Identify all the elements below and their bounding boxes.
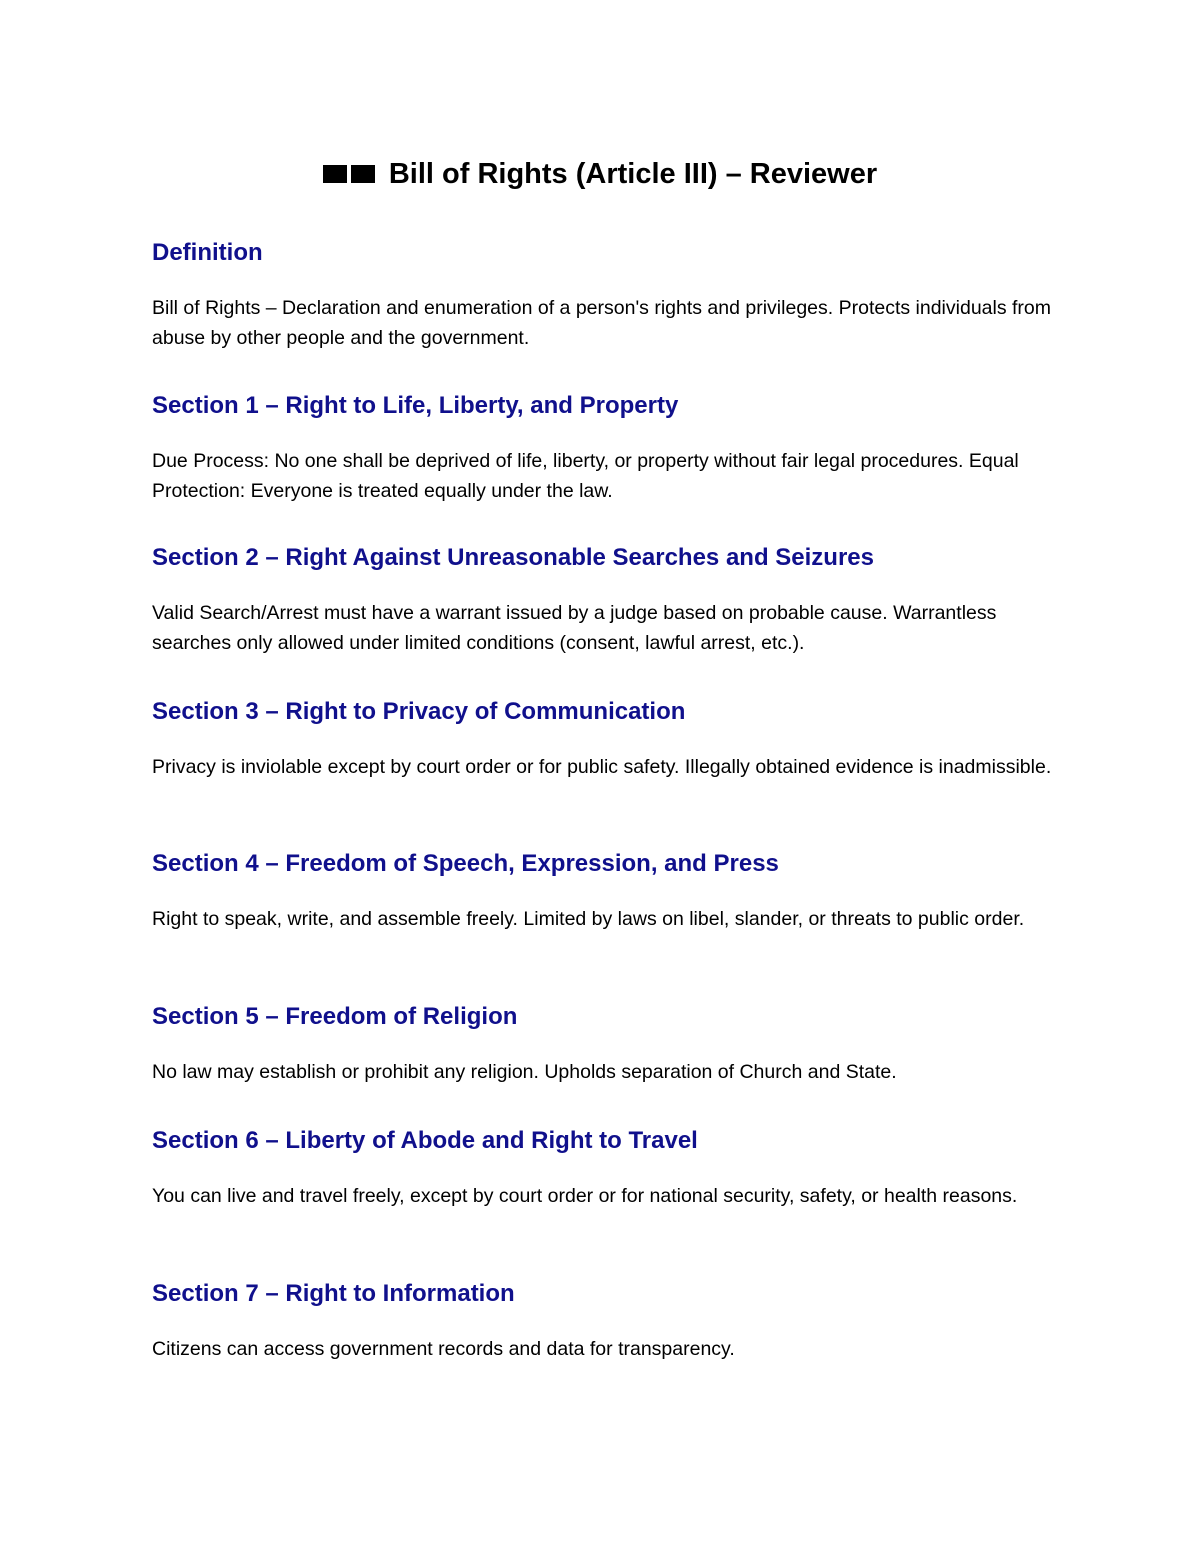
section-7 xyxy=(152,1279,1052,1364)
black-square-icon xyxy=(351,165,375,183)
section-body: Right to speak, write, and assemble freely. Limited by laws on libel, slander, or threats to public order. xyxy=(152,908,1025,930)
section-body: Due Process: No one shall be deprived of life, liberty, or property without fair legal procedures. Equal Protection: Everyone is treated equally under the law. xyxy=(152,450,1019,502)
section-4 xyxy=(152,849,1052,934)
section-heading: Definition xyxy=(152,239,263,266)
section-heading: Section 6 – Liberty of Abode and Right to Travel xyxy=(152,1127,698,1154)
section-heading: Section 2 – Right Against Unreasonable Searches and Seizures xyxy=(152,544,875,571)
section-definition xyxy=(152,238,1052,353)
document-title-text: Bill of Rights (Article III) – Reviewer xyxy=(388,158,878,190)
section-body: Bill of Rights – Declaration and enumeration of a person's rights and privileges. Protects individuals from abuse by other people and the government. xyxy=(152,297,1052,349)
black-square-icon xyxy=(323,165,347,183)
section-body: You can live and travel freely, except by court order or for national security, safety, or health reasons. xyxy=(152,1185,1018,1207)
section-2 xyxy=(152,543,1052,658)
section-1 xyxy=(152,391,1052,506)
section-body: Valid Search/Arrest must have a warrant issued by a judge based on probable cause. Warrantless searches only allowed under limited conditions (consent, lawful arrest, etc.). xyxy=(152,602,997,654)
title-marks xyxy=(323,152,379,196)
section-heading: Section 3 – Right to Privacy of Communication xyxy=(152,698,686,725)
section-5 xyxy=(152,1002,1052,1087)
section-heading: Section 5 – Freedom of Religion xyxy=(152,1003,518,1030)
section-heading: Section 4 – Freedom of Speech, Expression, and Press xyxy=(152,850,779,877)
section-body: No law may establish or prohibit any religion. Upholds separation of Church and State. xyxy=(152,1061,897,1083)
section-heading: Section 7 – Right to Information xyxy=(152,1280,515,1307)
document-title xyxy=(0,152,1200,196)
section-body: Citizens can access government records and data for transparency. xyxy=(152,1338,735,1360)
section-heading: Section 1 – Right to Life, Liberty, and Property xyxy=(152,392,679,419)
section-3 xyxy=(152,697,1052,782)
section-body: Privacy is inviolable except by court order or for public safety. Illegally obtained evidence is inadmissible. xyxy=(152,756,1052,778)
section-6 xyxy=(152,1126,1052,1211)
